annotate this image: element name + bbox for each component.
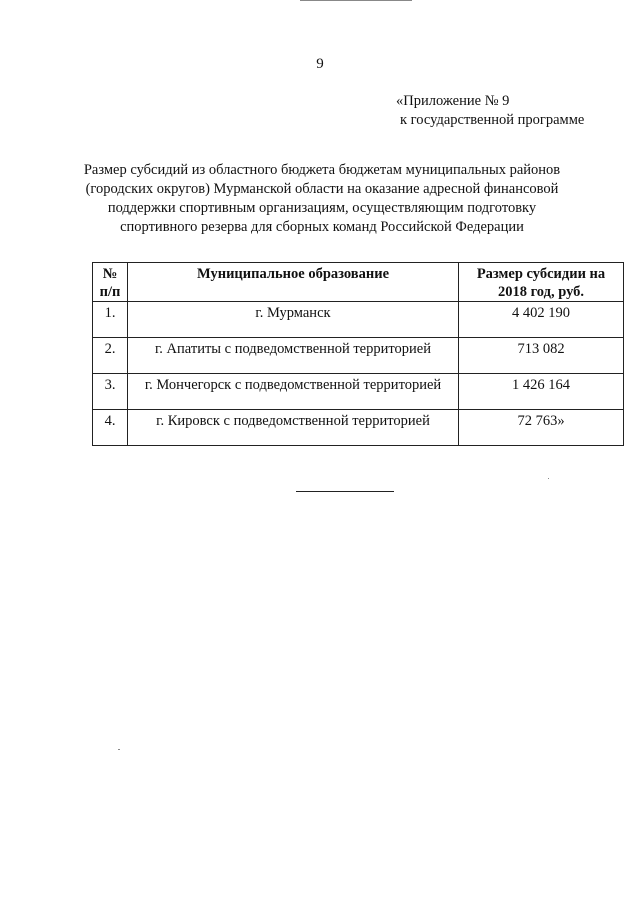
table-row [93,410,624,446]
row-amount: 4 402 190 [459,302,624,338]
row-municipality: г. Мурманск [128,302,459,338]
appendix-line-2: к государственной программе [400,112,585,128]
title-line: спортивного резерва для сборных команд Российской Федерации [120,219,524,235]
row-amount: 713 082 [459,338,624,374]
row-municipality: г. Апатиты с подведомственной территорией [128,338,459,374]
document-title [70,161,574,237]
scan-artifact-top [300,0,412,1]
title-line: Размер субсидий из областного бюджета бюджетам муниципальных районов [83,162,561,178]
row-amount: 72 763» [459,410,624,446]
header-amount-line-1: Размер субсидии на [476,266,606,282]
table-row [93,338,624,374]
appendix-line-1: «Приложение № 9 [396,93,510,109]
header-name-text: Муниципальное образование [196,266,390,282]
header-name [128,263,459,302]
row-num: 4. [93,410,128,446]
header-num [93,263,128,302]
scan-artifact-dot [548,478,549,479]
table-row [93,302,624,338]
row-num: 2. [93,338,128,374]
appendix-reference [396,92,584,130]
subsidies-table [92,262,624,446]
header-num-line-2: п/п [99,284,121,300]
page-number: 9 [316,56,324,72]
closing-divider [296,491,394,492]
row-num: 3. [93,374,128,410]
header-num-line-1: № [102,266,118,282]
scan-artifact-dot [118,749,120,750]
title-line: (городских округов) Мурманской области на оказание адресной финансовой [85,181,559,197]
header-amount [459,263,624,302]
row-municipality: г. Кировск с подведомственной территорией [128,410,459,446]
row-amount: 1 426 164 [459,374,624,410]
table-header-row [93,263,624,302]
header-amount-line-2: 2018 год, руб. [497,284,585,300]
row-municipality: г. Мончегорск с подведомственной территорией [128,374,459,410]
table-row [93,374,624,410]
title-line: поддержки спортивным организациям, осуществляющим подготовку [107,200,537,216]
row-num: 1. [93,302,128,338]
